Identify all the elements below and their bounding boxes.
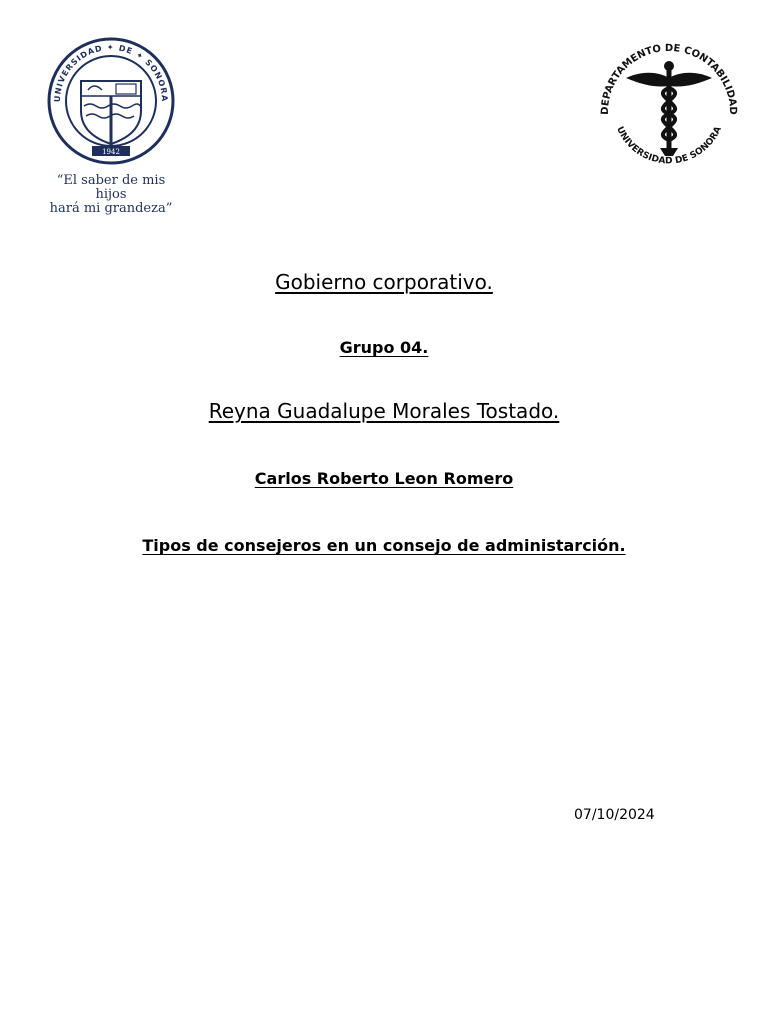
ring-text-top: DEPARTAMENTO DE CONTABILIDAD (599, 42, 739, 115)
document-title: Gobierno corporativo. (275, 270, 493, 294)
group-label: Grupo 04. (339, 338, 429, 357)
document-date: 07/10/2024 (574, 807, 655, 823)
seal-year: 1942 (102, 148, 120, 156)
university-motto (40, 174, 182, 216)
caduceus-seal-icon (598, 36, 740, 178)
professor-name: Carlos Roberto Leon Romero (254, 469, 514, 488)
ring-text-bottom: UNIVERSIDAD DE SONORA (614, 125, 724, 167)
university-seal-icon (46, 36, 176, 166)
university-logo (40, 36, 182, 216)
department-logo (598, 36, 740, 178)
motto-line-2: hará mi grandeza” (49, 201, 173, 216)
svg-text:UNIVERSIDAD ✦ DE ✦ SONORA: UNIVERSIDAD ✦ DE ✦ SONORA (52, 42, 170, 103)
motto-line-1: “El saber de mis hijos (56, 173, 166, 202)
student-name: Reyna Guadalupe Morales Tostado. (208, 399, 560, 423)
document-topic: Tipos de consejeros en un consejo de administarción. (142, 536, 626, 555)
